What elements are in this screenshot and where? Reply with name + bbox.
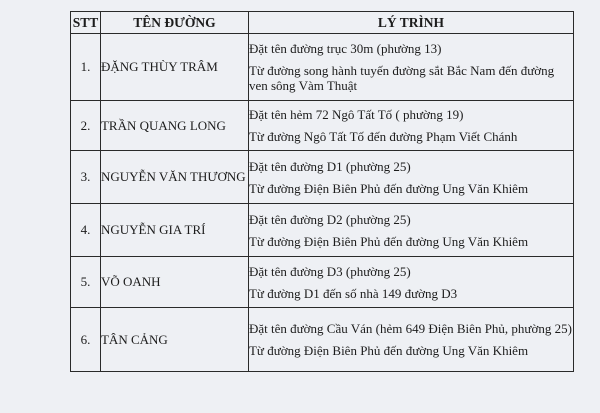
row-number: 3. [71, 151, 101, 204]
street-name: TRẦN QUANG LONG [100, 101, 248, 151]
table-header-row [71, 12, 574, 34]
route-naming-line: Đặt tên đường Cầu Ván (hẻm 649 Điện Biên Phủ, phường 25) [248, 321, 572, 336]
route-naming-line: Đặt tên hẻm 72 Ngô Tất Tố ( phường 19) [248, 107, 464, 122]
route-extent-line: Từ đường D1 đến số nhà 149 đường D3 [248, 285, 458, 301]
table-row [71, 34, 574, 101]
header-street-name: TÊN ĐƯỜNG [100, 12, 248, 34]
route-description [248, 257, 573, 308]
table-row [71, 151, 574, 204]
table-row [71, 257, 574, 308]
route-description [248, 151, 573, 204]
route-naming-line: Đặt tên đường D3 (phường 25) [248, 263, 411, 279]
route-description [248, 101, 573, 151]
route-extent-line: Từ đường Điện Biên Phủ đến đường Ung Văn Khiêm [248, 343, 529, 358]
route-extent-line: Từ đường Ngô Tất Tố đến đường Phạm Viết Chánh [248, 129, 518, 144]
route-extent-line: Từ đường song hành tuyến đường sắt Bắc Nam đến đường ven sông Vàm Thuật [248, 63, 555, 93]
route-naming-line: Đặt tên đường D2 (phường 25) [248, 211, 411, 227]
street-name: NGUYỄN VĂN THƯƠNG [100, 151, 248, 204]
route-naming-line: Đặt tên đường D1 (phường 25) [248, 158, 411, 174]
table-row [71, 204, 574, 257]
route-naming-line: Đặt tên đường trục 30m (phường 13) [248, 41, 442, 56]
table-row [71, 308, 574, 372]
street-name: NGUYỄN GIA TRÍ [100, 204, 248, 257]
row-number: 5. [71, 257, 101, 308]
row-number: 4. [71, 204, 101, 257]
street-naming-table [70, 11, 574, 372]
route-description [248, 204, 573, 257]
street-name: ĐẶNG THÙY TRÂM [100, 34, 248, 101]
row-number: 6. [71, 308, 101, 372]
street-name: VÕ OANH [100, 257, 248, 308]
route-description [248, 308, 573, 372]
street-name: TÂN CẢNG [100, 308, 248, 372]
table-row [71, 101, 574, 151]
row-number: 2. [71, 101, 101, 151]
route-extent-line: Từ đường Điện Biên Phủ đến đường Ung Văn Khiêm [248, 180, 529, 196]
route-extent-line: Từ đường Điện Biên Phủ đến đường Ung Văn Khiêm [248, 233, 529, 249]
header-stt: STT [71, 12, 101, 34]
route-description [248, 34, 573, 101]
header-route: LÝ TRÌNH [248, 12, 573, 34]
row-number: 1. [71, 34, 101, 101]
